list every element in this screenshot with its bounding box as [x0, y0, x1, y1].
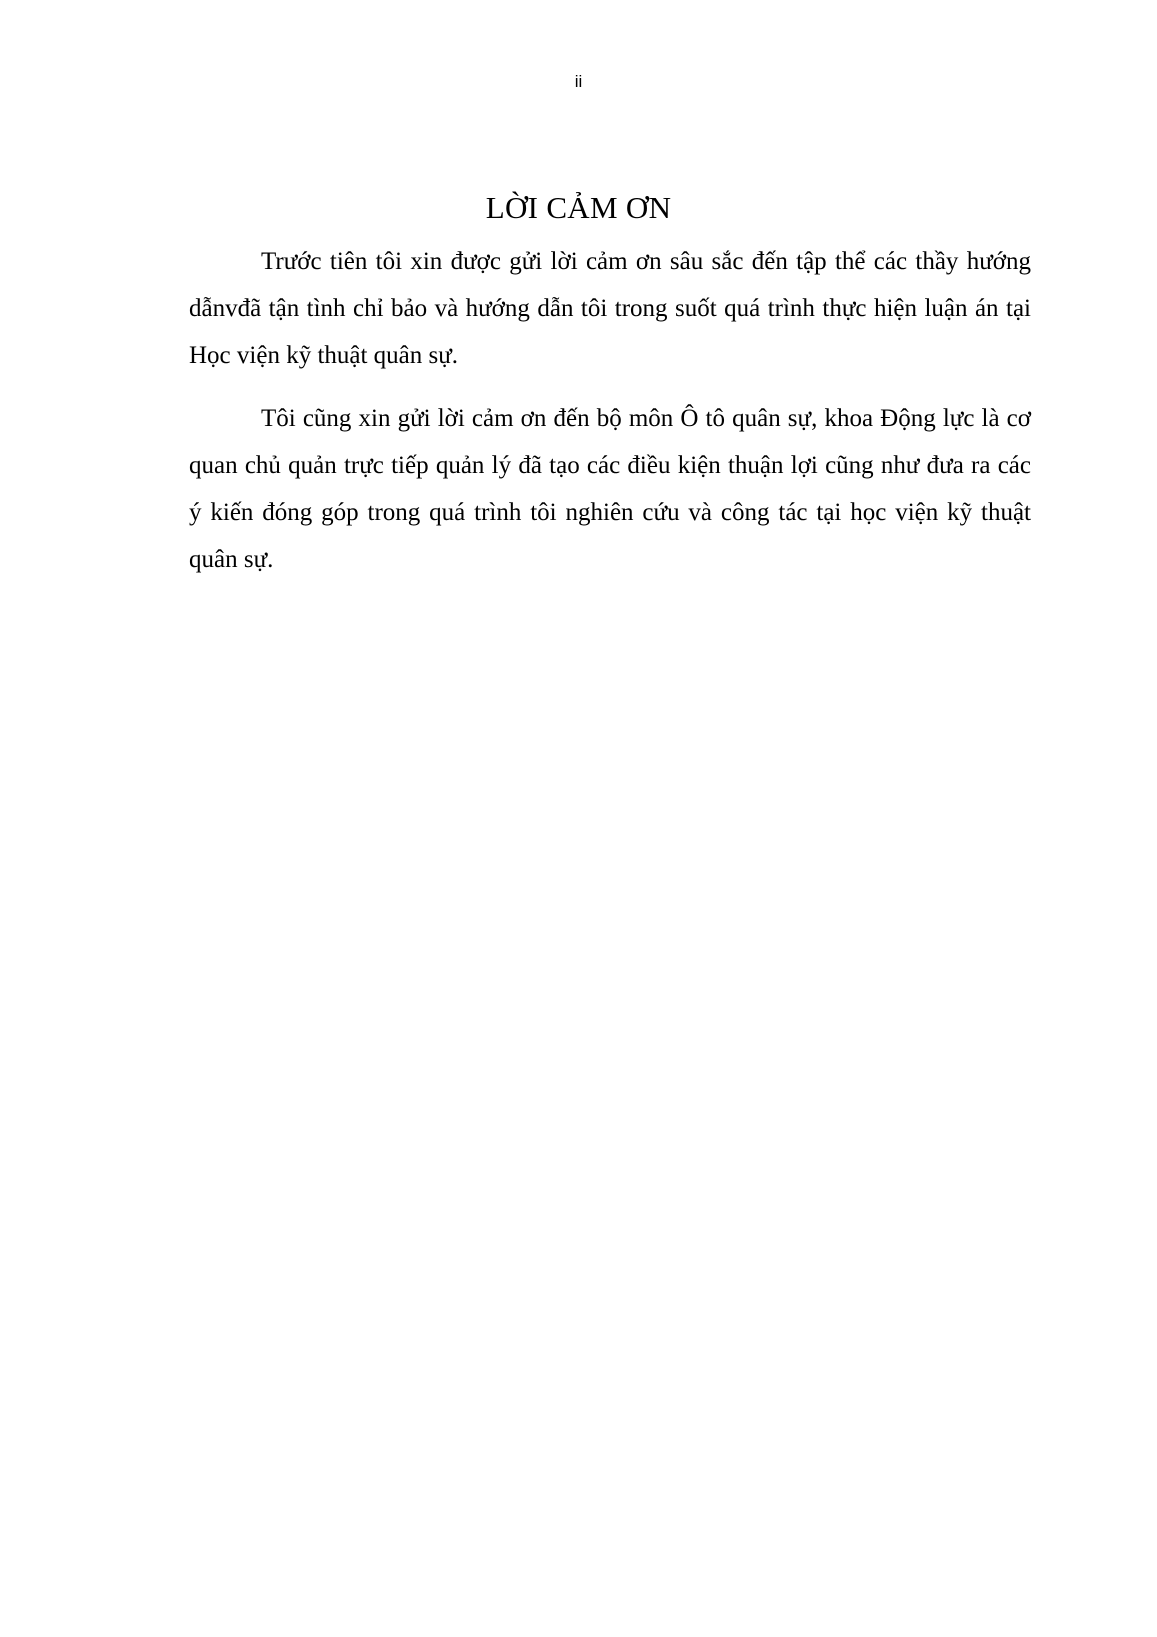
paragraph-2: Tôi cũng xin gửi lời cảm ơn đến bộ môn Ô tô quân sự, khoa Động lực là cơ quan chủ quản trực tiếp quản lý đã tạo các điều kiện thuận lợi cũng như đưa ra các ý kiến đóng góp trong quá trình tôi nghiên cứu và công tác tại học viện kỹ thuật quân sự. [189, 405, 1031, 573]
page-title: LỜI CẢM ƠN [485, 190, 672, 225]
paragraph-1: Trước tiên tôi xin được gửi lời cảm ơn sâu sắc đến tập thể các thầy hướng dẫnvđã tận tình chỉ bảo và hướng dẫn tôi trong suốt quá trình thực hiện luận án tại Học viện kỹ thuật quân sự. [189, 248, 1031, 369]
page-number: ii [574, 72, 583, 91]
